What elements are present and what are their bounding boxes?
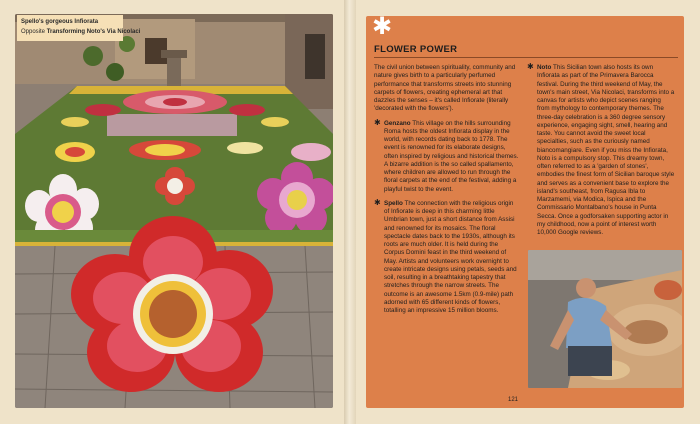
photo-caption <box>17 15 141 41</box>
text-column-1 <box>374 64 520 321</box>
caption-opposite-label: Opposite <box>21 29 46 35</box>
book-gutter <box>344 0 356 424</box>
genzano-label: Genzano <box>384 119 411 127</box>
section-title: FLOWER POWER <box>374 44 458 55</box>
text-column-2 <box>527 64 675 243</box>
asterisk-bullet-icon: ✱ <box>374 197 381 207</box>
intro-paragraph: The civil union between spirituality, community and nature gives birth to a particularly perfumed performance that transforms streets into stunning carpets of flowers, creating ephemeral art that dazzles the senses – it's called Infiorate (literally 'decorated with the flowers'). <box>374 64 516 113</box>
genzano-entry <box>374 117 520 194</box>
noto-artist-photo <box>528 250 682 388</box>
asterisk-bullet-icon: ✱ <box>374 117 381 127</box>
caption-line-1: Spello's gorgeous Infiorata <box>21 19 99 25</box>
asterisk-bullet-icon: ✱ <box>527 62 534 71</box>
spello-label: Spello <box>384 199 403 207</box>
caption-noto-label: Transforming Noto's Via Nicolaci <box>46 29 141 35</box>
page-number: 121 <box>508 397 519 403</box>
spello-entry <box>374 197 520 316</box>
title-divider <box>374 57 678 58</box>
noto-label: Noto <box>537 64 552 71</box>
noto-entry <box>527 64 675 237</box>
genzano-text: This village on the hills surrounding Roma hosts the oldest Infiorata display in the world, with records dating back to 1778. The event is renowned for its elaborate designs, often inspired by religious and historical themes. A bizarre addition is the so called spallamento, where children are allowed to run through the floral carpets at the end of the festival, adding a playful twist to the event. <box>384 119 519 193</box>
asterisk-icon: ✱ <box>372 12 393 40</box>
noto-text: This Sicilian town also hosts its own Infiorata as part of the Primavera Barocca festival. During the third weekend of May, the town's main street, Via Nicolaci, transforms into a canvas for artists who depict scenes ranging from mythology to contemporary themes. The three-day celebration is a 360 degree sensory experience, engaging sight, smell, hearing and taste. You cannot avoid the sweet local specialties, such as the curiously named biancomangiare. Even if you miss the Infiorata, Noto is a compulsory stop. This dreamy town, often referred to as a 'garden of stones', embodies the finest form of Sicilian baroque style and serves as a convenient base to explore the island's southeast, from Ragusa Ibla to Marzamemi, via Modica, Ispica and the Commissario Montalbano's house in Punta Secca. Once a godforsaken supporting actor in my childhood, now a point of interest worth 10,000 Google reviews. <box>537 64 675 236</box>
caption-line-2 <box>21 27 141 37</box>
spello-text: The connection with the religious origin of Infiorate is deep in this charming little Umbrian town, just a short distance from Assisi and renowned for its mosaics. The floral spectacle dates back to the 1930s, although its roots are much older. It is held during the Corpus Domini feast in the third weekend of May. Artists and volunteers work overnight to create intricate designs using petals, seeds and soil, resulting in a breathtaking tapestry that stretches through the narrow streets. The outcome is an awesome 1.5km (0.9-mile) path adorned with 65 different kinds of flowers, totalling an impressive 15 million blooms. <box>384 199 517 314</box>
spello-infiorata-photo <box>15 14 333 408</box>
